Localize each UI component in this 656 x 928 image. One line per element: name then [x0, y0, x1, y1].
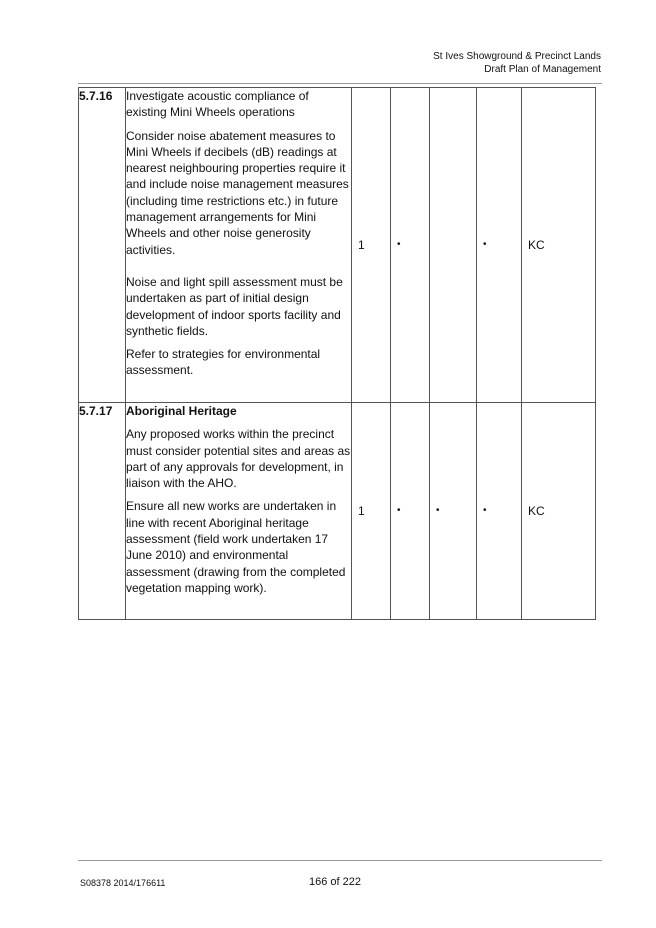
- document-reference: S08378 2014/176611: [80, 878, 166, 888]
- document-subtitle: Draft Plan of Management: [484, 64, 601, 75]
- description-paragraph: Refer to strategies for environmental assessment.: [126, 347, 321, 378]
- footer-divider: [78, 860, 602, 861]
- bullet-cell: •: [477, 88, 522, 403]
- action-description: [126, 88, 352, 403]
- document-title: St Ives Showground & Precinct Lands: [433, 51, 601, 62]
- bullet-cell: •: [391, 403, 430, 620]
- bullet-cell: [430, 88, 477, 403]
- responsibility-cell: KC: [522, 403, 596, 620]
- table-row: [79, 88, 596, 403]
- description-paragraph: Any proposed works within the precinct must consider potential sites and areas as part of any approvals for development, in liaison with the AHO.: [126, 427, 351, 491]
- priority-cell: 1: [352, 88, 391, 403]
- table-row: [79, 403, 596, 620]
- action-description: [126, 403, 352, 620]
- bullet-cell: •: [391, 88, 430, 403]
- description-paragraph: Ensure all new works are undertaken in line with recent Aboriginal heritage assessment (field work undertaken 17 June 2010) and environmental assessment (drawing from the completed vegetation mapping work).: [126, 499, 346, 595]
- action-heading: Aboriginal Heritage: [126, 404, 237, 418]
- responsibility-cell: KC: [522, 88, 596, 403]
- action-table: [78, 87, 596, 620]
- bullet-cell: •: [430, 403, 477, 620]
- description-paragraph: Noise and light spill assessment must be undertaken as part of initial design development of indoor sports facility and synthetic fields.: [126, 274, 343, 338]
- description-paragraph: Consider noise abatement measures to Mini Wheels if decibels (dB) readings at nearest neighbouring properties require it and include noise management measures (including time restrictions etc.) in future management arrangements for Mini Wheels and other noise generosity activities.: [126, 128, 349, 257]
- header-divider: [78, 83, 602, 84]
- description-paragraph: Investigate acoustic compliance of existing Mini Wheels operations: [126, 89, 309, 120]
- page-header: [433, 50, 601, 76]
- action-number: 5.7.17: [79, 403, 126, 620]
- bullet-cell: •: [477, 403, 522, 620]
- action-number: 5.7.16: [79, 88, 126, 403]
- priority-cell: 1: [352, 403, 391, 620]
- page-number: 166 of 222: [309, 876, 361, 888]
